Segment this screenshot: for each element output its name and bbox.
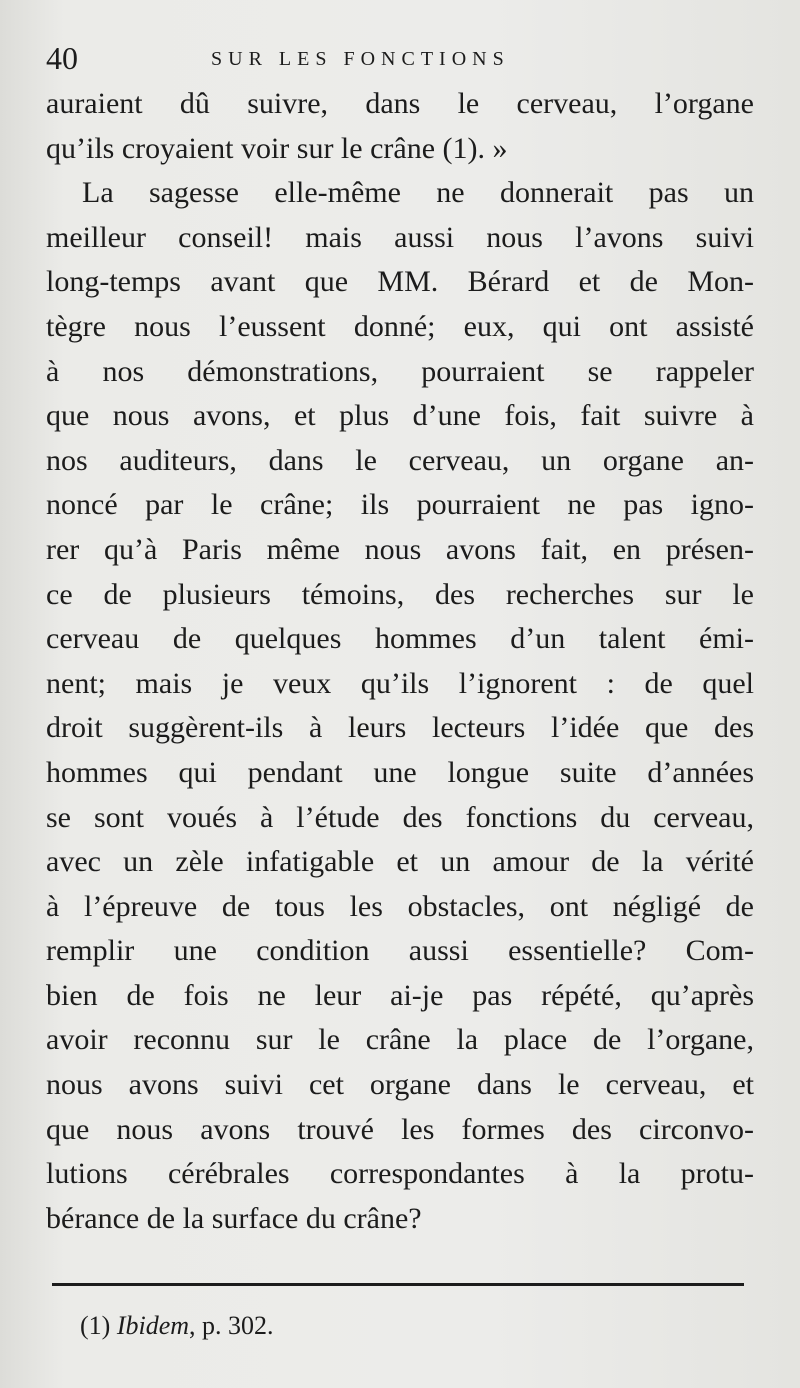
text-line: tègre nous l’eussent donné; eux, qui ont assisté [46,309,754,343]
text-line: qu’ils croyaient voir sur le crâne (1). » [46,131,508,165]
text-line: La sagesse elle-même ne donnerait pas un [82,176,754,210]
text-line: auraient dû suivre, dans le cerveau, l’organe [46,87,754,120]
page-header [46,38,756,78]
text-line: bien de fois ne leur ai-je pas répété, qu’après [46,978,754,1012]
text-line: hommes qui pendant une longue suite d’années [46,755,754,789]
text-line: rer qu’à Paris même nous avons fait, en présen- [46,532,754,566]
text-line: se sont voués à l’étude des fonctions du cerveau, [46,800,754,834]
body-text [46,82,754,1241]
text-line: cerveau de quelques hommes d’un talent émi- [46,622,754,656]
page-number: 40 [46,40,78,76]
text-line: droit suggèrent-ils à leurs lecteurs l’idée que des [46,711,754,745]
text-line: lutions cérébrales correspondantes à la protu- [46,1157,754,1191]
text-line: que nous avons trouvé les formes des circonvo- [46,1112,754,1146]
footnote-marker: (1) [80,1311,111,1340]
footnote-reference: , p. 302. [189,1311,274,1340]
footnote-rule [52,1283,744,1286]
text-line: avec un zèle infatigable et un amour de la vérité [46,845,754,879]
running-title: SUR LES FONCTIONS [211,48,510,70]
text-line: long-temps avant que MM. Bérard et de Mon- [46,265,754,299]
text-line: meilleur conseil! mais aussi nous l’avons suivi [46,220,754,254]
footnote-work: Ibidem [116,1311,190,1340]
text-line: remplir une condition aussi essentielle? Com- [46,934,754,968]
text-line: bérance de la surface du crâne? [46,1201,422,1235]
text-line: nos auditeurs, dans le cerveau, un organe an- [46,443,754,477]
text-line: à l’épreuve de tous les obstacles, ont négligé de [46,889,754,923]
text-line: nous avons suivi cet organe dans le cerveau, et [46,1068,754,1102]
text-line: ce de plusieurs témoins, des recherches sur le [46,577,754,611]
footnote [80,1308,274,1344]
text-line: nent; mais je veux qu’ils l’ignorent : de quel [46,666,754,700]
text-line: noncé par le crâne; ils pourraient ne pas igno- [46,488,754,522]
text-line: à nos démonstrations, pourraient se rappeler [46,354,754,388]
text-line: que nous avons, et plus d’une fois, fait suivre à [46,399,754,433]
text-line: avoir reconnu sur le crâne la place de l’organe, [46,1023,754,1057]
